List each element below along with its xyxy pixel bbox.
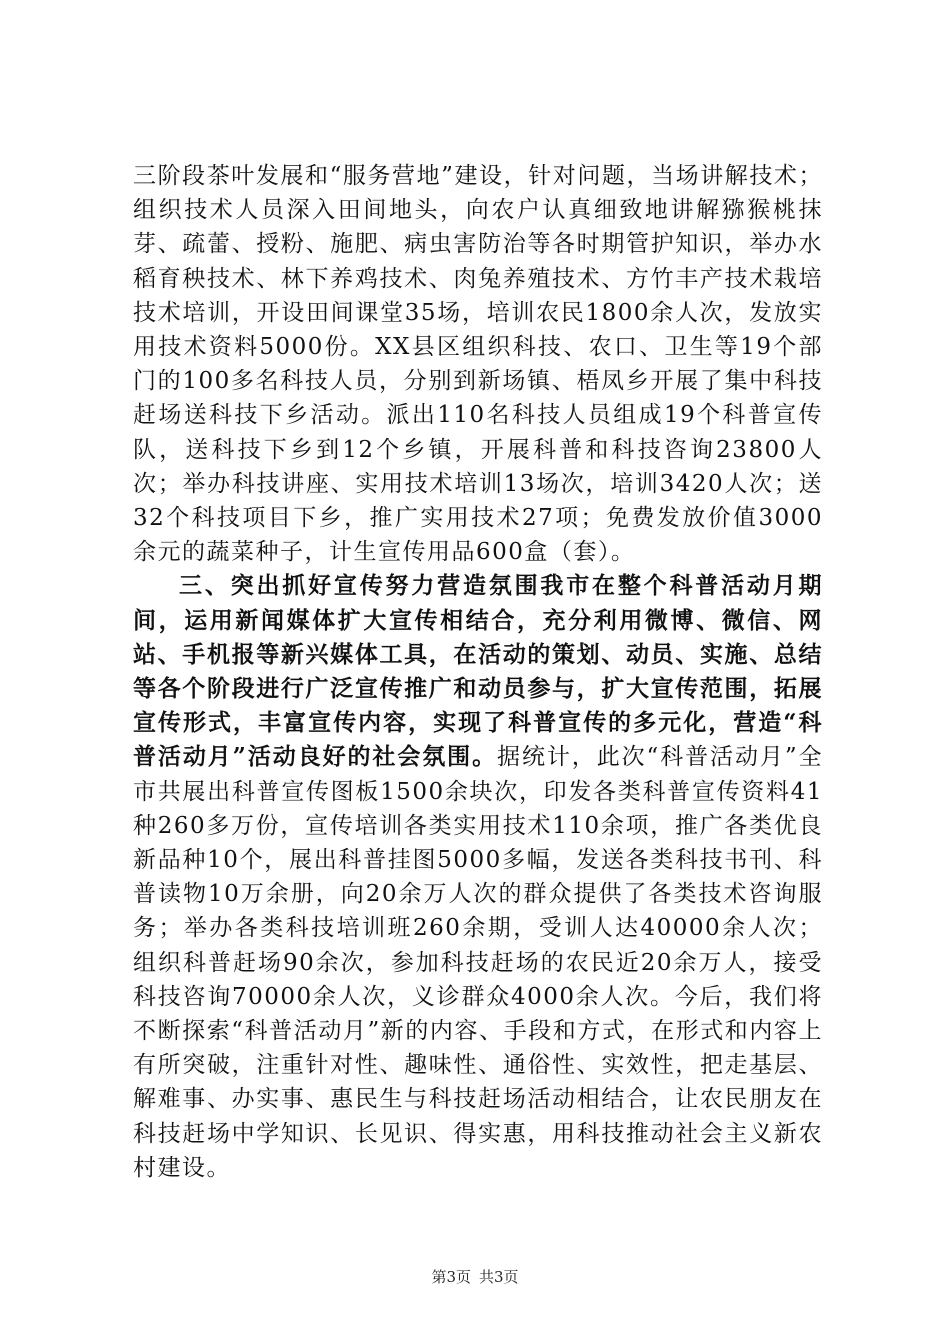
paragraph-1-text: 三阶段茶叶发展和“服务营地”建设，针对问题，当场讲解技术；组织技术人员深入田间地头，向农户认真细致地讲解猕猴桃抹芽、疏蕾、授粉、施肥、病虫害防治等各时期管护知识，举办水稻育秧技术、林下养鸡技术、肉兔养殖技术、方竹丰产技术栽培技术培训，开设田间课堂35场，培训农民1800余人次，发放实用技术资料5000份。XX县区组织科技、农口、卫生等19个部门的100多名科技人员，分别到新场镇、梧凤乡开展了集中科技赶场送科技下乡活动。派出110名科技人员组成19个科普宣传队，送科技下乡到12个乡镇，开展科普和科技咨询23800人次；举办科技讲座、实用技术培训13场次，培训3420人次；送32个科技项目下乡，推广实用技术27项；免费发放价值3000余元的蔬菜种子，计生宣传用品600盒（套）。 [133, 163, 823, 566]
paragraph-1 [133, 159, 823, 569]
paragraph-2-text: 据统计，此次“科普活动月”全市共展出科普宣传图板1500余块次，印发各类科普宣传资料41种260多万份，宣传培训各类实用技术110余项，推广各类优良新品种10个，展出科普挂图5000多幅，发送各类科技书刊、科普读物10万余册，向20余万人次的群众提供了各类技术咨询服务；举办各类科技培训班260余期，受训人达40000余人次；组织科普赶场90余次，参加科技赶场的农民近20余万人，接受科技咨询70000余人次，义诊群众4000余人次。今后，我们将不断探索“科普活动月”新的内容、手段和方式，在形式和内容上有所突破，注重针对性、趣味性、通俗性、实效性，把走基层、解难事、办实事、惠民生与科技赶场活动相结合，让农民朋友在科技赶场中学知识、长见识、得实惠，用科技推动社会主义新农村建设。 [133, 744, 823, 1181]
document-body [133, 159, 823, 1185]
paragraph-2 [133, 569, 823, 1185]
page-number: 第3页 [431, 1268, 471, 1286]
page-total: 共3页 [479, 1268, 519, 1286]
section-heading-3: 三、突出抓好宣传努力营造氛围我市在整个科普活动月期间，运用新闻媒体扩大宣传相结合，充分利用微博、微信、网站、手机报等新兴媒体工具，在活动的策划、动员、实施、总结等各个阶段进行广泛宣传推广和动员参与，扩大宣传范围，拓展宣传形式，丰富宣传内容，实现了科普宣传的多元化，营造“科普活动月”活动良好的社会氛围。 [133, 572, 823, 771]
page-footer [0, 1267, 950, 1287]
